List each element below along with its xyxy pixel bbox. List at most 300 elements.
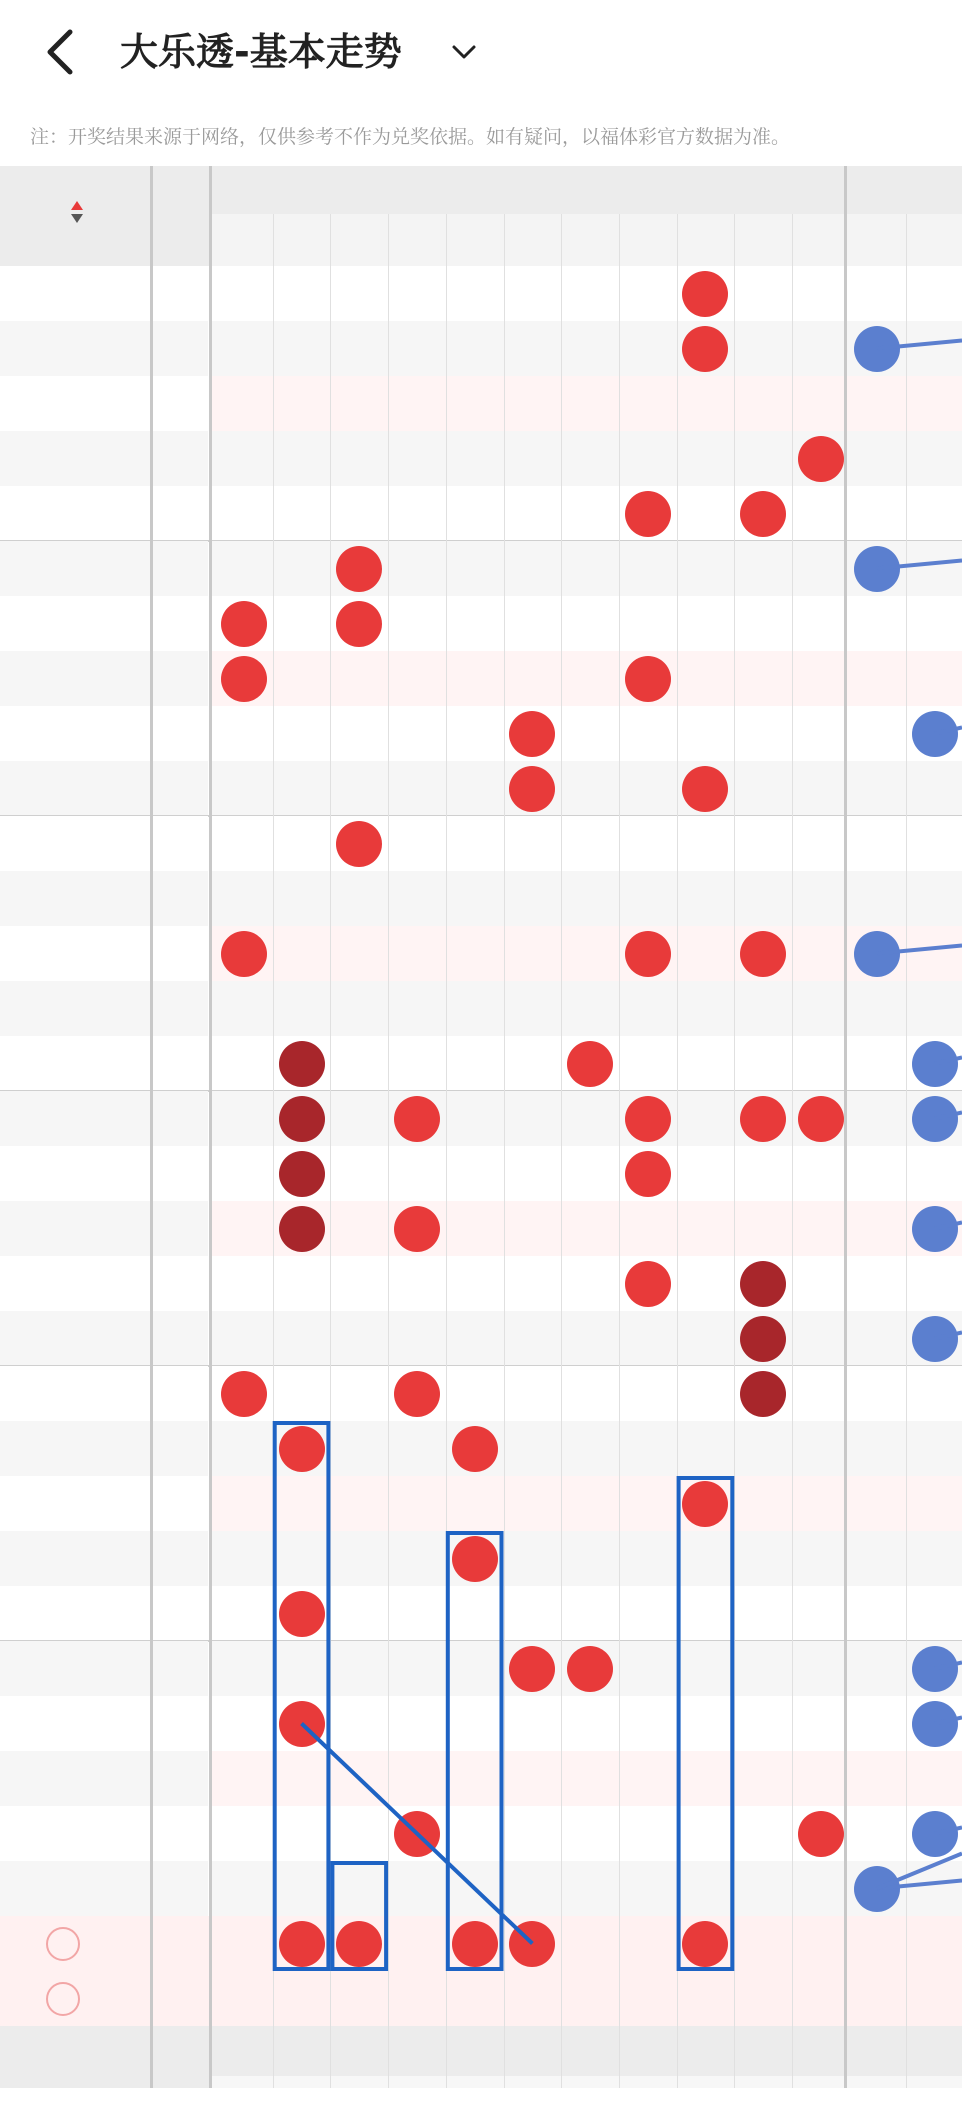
number-cell	[792, 761, 850, 816]
number-cell	[619, 1091, 677, 1146]
number-cell	[504, 761, 562, 816]
select-number-cell[interactable]	[619, 1916, 677, 1971]
number-cell	[619, 266, 677, 321]
number-cell	[677, 926, 735, 981]
number-cell	[504, 1091, 562, 1146]
number-cell	[561, 1751, 619, 1806]
number-cell	[273, 1806, 331, 1861]
period-cell	[0, 431, 150, 486]
back-winning-ball	[912, 1316, 958, 1362]
select-back-number-cell[interactable]	[906, 1916, 962, 1971]
winning-ball	[798, 1096, 844, 1142]
number-cell	[619, 376, 677, 431]
select-number-cell[interactable]	[677, 1916, 735, 1971]
number-cell	[388, 1311, 446, 1366]
back-number-cell	[848, 926, 906, 981]
back-number-cell	[848, 816, 906, 871]
number-cell	[215, 1366, 273, 1421]
column-divider	[561, 214, 562, 2088]
number-cell	[273, 651, 331, 706]
week-cell	[152, 651, 208, 706]
select-number-cell[interactable]	[561, 1971, 619, 2026]
number-cell	[330, 1751, 388, 1806]
back-number-cell	[906, 1146, 962, 1201]
number-cell	[273, 1421, 331, 1476]
number-cell	[619, 596, 677, 651]
back-number-cell	[906, 541, 962, 596]
winning-ball	[394, 1096, 440, 1142]
number-cell	[388, 1476, 446, 1531]
back-number-cell	[906, 981, 962, 1036]
number-cell	[330, 1476, 388, 1531]
winning-ball	[336, 821, 382, 867]
number-cell	[561, 1806, 619, 1861]
winning-ball	[740, 1371, 786, 1417]
select-number-cell[interactable]	[330, 1916, 388, 1971]
number-cell	[792, 1476, 850, 1531]
number-cell	[619, 816, 677, 871]
number-cell	[446, 1421, 504, 1476]
number-cell	[561, 431, 619, 486]
number-cell	[215, 1146, 273, 1201]
number-cell	[446, 761, 504, 816]
period-cell	[0, 981, 150, 1036]
number-cell	[561, 321, 619, 376]
number-cell	[619, 1531, 677, 1586]
number-cell	[215, 541, 273, 596]
winning-ball	[625, 931, 671, 977]
number-cell	[734, 1861, 792, 1916]
footer-subheader	[212, 2076, 962, 2088]
number-cell	[734, 266, 792, 321]
back-number-cell	[848, 1586, 906, 1641]
number-cell	[446, 1641, 504, 1696]
number-cell	[446, 926, 504, 981]
number-cell	[561, 871, 619, 926]
number-cell	[561, 1861, 619, 1916]
number-cell	[446, 1256, 504, 1311]
number-cell	[619, 1366, 677, 1421]
select-number-cell[interactable]	[388, 1971, 446, 2026]
column-divider	[330, 214, 331, 2088]
number-cell	[677, 1201, 735, 1256]
number-cell	[388, 1091, 446, 1146]
number-cell	[792, 706, 850, 761]
back-number-cell	[848, 596, 906, 651]
number-cell	[215, 1201, 273, 1256]
winning-ball	[279, 1426, 325, 1472]
number-cell	[677, 1696, 735, 1751]
number-cell	[677, 321, 735, 376]
period-cell	[0, 1586, 150, 1641]
back-winning-ball	[912, 1646, 958, 1692]
select-back-number-cell[interactable]	[848, 1916, 906, 1971]
number-cell	[734, 1036, 792, 1091]
number-cell	[388, 376, 446, 431]
select-number-cell[interactable]	[388, 1916, 446, 1971]
number-cell	[561, 1311, 619, 1366]
back-arrow-icon[interactable]	[40, 26, 80, 78]
number-cell	[504, 1201, 562, 1256]
number-cell	[330, 816, 388, 871]
back-number-cell	[906, 761, 962, 816]
number-cell	[215, 1476, 273, 1531]
sort-icon[interactable]	[69, 198, 85, 234]
select-number-cell[interactable]	[792, 1971, 850, 2026]
number-cell	[792, 1861, 850, 1916]
number-cell	[330, 1256, 388, 1311]
select-number-cell[interactable]	[504, 1916, 562, 1971]
number-cell	[792, 871, 850, 926]
number-cell	[504, 981, 562, 1036]
column-divider	[150, 166, 153, 214]
number-cell	[619, 1476, 677, 1531]
back-number-cell	[906, 1696, 962, 1751]
trend-table	[0, 166, 962, 2088]
number-cell	[446, 816, 504, 871]
back-number-cell	[906, 871, 962, 926]
number-cell	[446, 431, 504, 486]
number-cell	[273, 1201, 331, 1256]
number-cell	[734, 321, 792, 376]
number-cell	[792, 541, 850, 596]
week-cell	[152, 981, 208, 1036]
number-cell	[215, 1091, 273, 1146]
number-cell	[504, 541, 562, 596]
back-number-cell	[848, 321, 906, 376]
number-cell	[330, 321, 388, 376]
winning-ball	[394, 1811, 440, 1857]
select-number-cell[interactable]	[792, 1916, 850, 1971]
select-number-cell[interactable]	[734, 1971, 792, 2026]
select-number-button[interactable]	[46, 1916, 94, 1971]
number-cell	[446, 1531, 504, 1586]
number-cell	[273, 541, 331, 596]
number-cell	[734, 376, 792, 431]
number-cell	[677, 376, 735, 431]
number-cell	[792, 1531, 850, 1586]
number-cell	[388, 1586, 446, 1641]
winning-ball	[682, 766, 728, 812]
number-cell	[330, 1091, 388, 1146]
number-cell	[504, 1696, 562, 1751]
back-column-header-01	[848, 214, 906, 266]
winning-ball	[279, 1096, 325, 1142]
number-cell	[446, 541, 504, 596]
number-cell	[215, 1586, 273, 1641]
week-cell	[152, 1036, 208, 1091]
back-number-cell	[848, 1421, 906, 1476]
number-cell	[446, 486, 504, 541]
number-cell	[504, 1751, 562, 1806]
select-number-cell[interactable]	[273, 1971, 331, 2026]
number-cell	[215, 1256, 273, 1311]
number-cell	[677, 486, 735, 541]
back-number-cell	[848, 761, 906, 816]
number-cell	[446, 1861, 504, 1916]
number-cell	[273, 376, 331, 431]
number-cell	[446, 1311, 504, 1366]
number-cell	[215, 596, 273, 651]
number-cell	[677, 1366, 735, 1421]
back-winning-ball	[912, 1206, 958, 1252]
week-cell	[152, 1531, 208, 1586]
number-cell	[792, 816, 850, 871]
number-cell	[734, 1421, 792, 1476]
number-cell	[388, 871, 446, 926]
number-cell	[446, 1806, 504, 1861]
column-header-33	[677, 214, 735, 266]
back-number-cell	[848, 266, 906, 321]
number-cell	[504, 1861, 562, 1916]
back-column-header-02	[906, 214, 962, 266]
number-cell	[330, 486, 388, 541]
number-cell	[677, 816, 735, 871]
number-cell	[734, 1311, 792, 1366]
number-cell	[446, 981, 504, 1036]
selected-ball	[336, 1921, 382, 1967]
number-cell	[677, 431, 735, 486]
number-cell	[734, 486, 792, 541]
week-cell	[152, 1861, 208, 1916]
back-number-cell	[906, 486, 962, 541]
number-cell	[504, 1586, 562, 1641]
winning-ball	[798, 1811, 844, 1857]
number-cell	[273, 1366, 331, 1421]
number-cell	[677, 1861, 735, 1916]
week-cell	[152, 431, 208, 486]
back-number-cell	[848, 1641, 906, 1696]
select-number-cell[interactable]	[446, 1971, 504, 2026]
column-divider	[388, 214, 389, 2088]
number-cell	[273, 596, 331, 651]
number-cell	[273, 266, 331, 321]
number-cell	[446, 1696, 504, 1751]
winning-ball	[509, 766, 555, 812]
number-cell	[215, 376, 273, 431]
number-cell	[446, 651, 504, 706]
number-cell	[619, 981, 677, 1036]
number-cell	[792, 926, 850, 981]
zone-label	[215, 166, 850, 214]
number-cell	[619, 761, 677, 816]
back-number-cell	[848, 981, 906, 1036]
back-winning-ball	[912, 711, 958, 757]
number-cell	[388, 486, 446, 541]
disclaimer-notice: 注：开奖结果来源于网络，仅供参考不作为兑奖依据。如有疑问，以福体彩官方数据为准。	[30, 126, 791, 148]
winning-ball	[740, 931, 786, 977]
column-header-26	[273, 214, 331, 266]
number-cell	[388, 266, 446, 321]
winning-ball	[567, 1646, 613, 1692]
select-back-number-cell[interactable]	[848, 1971, 906, 2026]
back-number-cell	[848, 871, 906, 926]
number-cell	[561, 1531, 619, 1586]
back-winning-ball	[854, 546, 900, 592]
number-cell	[273, 1751, 331, 1806]
week-cell	[152, 1091, 208, 1146]
back-number-cell	[906, 1806, 962, 1861]
number-cell	[677, 1091, 735, 1146]
number-cell	[330, 871, 388, 926]
number-cell	[734, 706, 792, 761]
back-number-cell	[848, 706, 906, 761]
week-cell	[152, 321, 208, 376]
week-cell	[152, 486, 208, 541]
back-number-cell	[848, 1531, 906, 1586]
number-cell	[561, 541, 619, 596]
chevron-down-icon[interactable]	[450, 38, 478, 66]
number-cell	[561, 486, 619, 541]
winning-ball	[682, 326, 728, 372]
number-cell	[792, 431, 850, 486]
number-cell	[446, 1036, 504, 1091]
period-cell	[0, 871, 150, 926]
number-cell	[215, 1641, 273, 1696]
number-cell	[273, 486, 331, 541]
number-cell	[677, 1586, 735, 1641]
week-cell	[152, 1421, 208, 1476]
winning-ball	[740, 1096, 786, 1142]
period-cell	[0, 1531, 150, 1586]
column-divider	[209, 214, 212, 2088]
number-cell	[273, 1586, 331, 1641]
number-cell	[619, 1256, 677, 1311]
selected-ball	[279, 1921, 325, 1967]
number-cell	[619, 1146, 677, 1201]
number-cell	[330, 1366, 388, 1421]
number-cell	[677, 981, 735, 1036]
winning-ball	[452, 1536, 498, 1582]
back-winning-ball	[854, 931, 900, 977]
back-number-cell	[848, 1036, 906, 1091]
number-cell	[561, 1201, 619, 1256]
period-cell	[0, 1476, 150, 1531]
week-cell	[152, 871, 208, 926]
number-cell	[388, 1146, 446, 1201]
select-number-button[interactable]	[46, 1971, 94, 2026]
page-title[interactable]: 大乐透-基本走势	[120, 30, 402, 74]
number-cell	[215, 1036, 273, 1091]
back-number-cell	[848, 651, 906, 706]
number-cell	[504, 926, 562, 981]
number-cell	[330, 706, 388, 761]
number-cell	[561, 761, 619, 816]
number-cell	[330, 431, 388, 486]
number-cell	[215, 1531, 273, 1586]
number-cell	[330, 1531, 388, 1586]
select-number-cell[interactable]	[677, 1971, 735, 2026]
number-cell	[215, 1696, 273, 1751]
back-number-cell	[906, 1366, 962, 1421]
number-cell	[619, 486, 677, 541]
number-cell	[734, 1531, 792, 1586]
number-cell	[734, 541, 792, 596]
back-number-cell	[906, 926, 962, 981]
number-cell	[619, 926, 677, 981]
winning-ball	[798, 436, 844, 482]
period-cell	[0, 706, 150, 761]
number-cell	[215, 1311, 273, 1366]
number-cell	[446, 1366, 504, 1421]
back-number-cell	[848, 1091, 906, 1146]
select-number-cell[interactable]	[619, 1971, 677, 2026]
period-cell	[0, 1146, 150, 1201]
number-cell	[561, 1256, 619, 1311]
select-radio-icon[interactable]	[46, 1927, 80, 1961]
select-number-cell[interactable]	[446, 1916, 504, 1971]
back-number-cell	[906, 1256, 962, 1311]
number-cell	[734, 761, 792, 816]
number-cell	[677, 541, 735, 596]
column-divider	[209, 166, 212, 214]
number-cell	[734, 1476, 792, 1531]
number-cell	[734, 1641, 792, 1696]
week-cell	[152, 376, 208, 431]
number-cell	[388, 1366, 446, 1421]
back-number-cell	[906, 266, 962, 321]
select-number-cell[interactable]	[734, 1916, 792, 1971]
back-number-cell	[906, 376, 962, 431]
number-cell	[734, 1696, 792, 1751]
week-cell	[152, 706, 208, 761]
select-back-number-cell[interactable]	[906, 1971, 962, 2026]
number-cell	[330, 651, 388, 706]
period-cell	[0, 1091, 150, 1146]
number-cell	[734, 1806, 792, 1861]
column-header-29	[446, 214, 504, 266]
period-cell	[0, 486, 150, 541]
column-divider	[619, 214, 620, 2088]
number-cell	[446, 321, 504, 376]
number-cell	[792, 1806, 850, 1861]
number-cell	[330, 1806, 388, 1861]
number-cell	[561, 981, 619, 1036]
number-cell	[330, 541, 388, 596]
back-number-cell	[906, 596, 962, 651]
period-cell	[0, 761, 150, 816]
winning-ball	[221, 656, 267, 702]
number-cell	[388, 1531, 446, 1586]
select-number-cell[interactable]	[273, 1916, 331, 1971]
column-divider	[150, 214, 153, 2088]
number-cell	[330, 1146, 388, 1201]
select-radio-icon[interactable]	[46, 1982, 80, 2016]
week-cell	[152, 1256, 208, 1311]
column-header-34	[734, 214, 792, 266]
number-cell	[792, 1421, 850, 1476]
week-cell	[152, 1201, 208, 1256]
select-number-cell[interactable]	[561, 1916, 619, 1971]
select-number-cell[interactable]	[504, 1971, 562, 2026]
number-cell	[388, 1421, 446, 1476]
select-number-cell[interactable]	[215, 1916, 273, 1971]
number-cell	[215, 706, 273, 761]
number-cell	[504, 321, 562, 376]
back-number-cell	[848, 1861, 906, 1916]
select-number-cell[interactable]	[215, 1971, 273, 2026]
number-cell	[446, 706, 504, 761]
select-number-cell[interactable]	[330, 1971, 388, 2026]
winning-ball	[740, 1261, 786, 1307]
number-cell	[446, 871, 504, 926]
number-cell	[273, 431, 331, 486]
number-cell	[446, 1476, 504, 1531]
number-cell	[446, 596, 504, 651]
period-column-header[interactable]	[0, 166, 150, 266]
number-cell	[792, 981, 850, 1036]
number-cell	[677, 1751, 735, 1806]
